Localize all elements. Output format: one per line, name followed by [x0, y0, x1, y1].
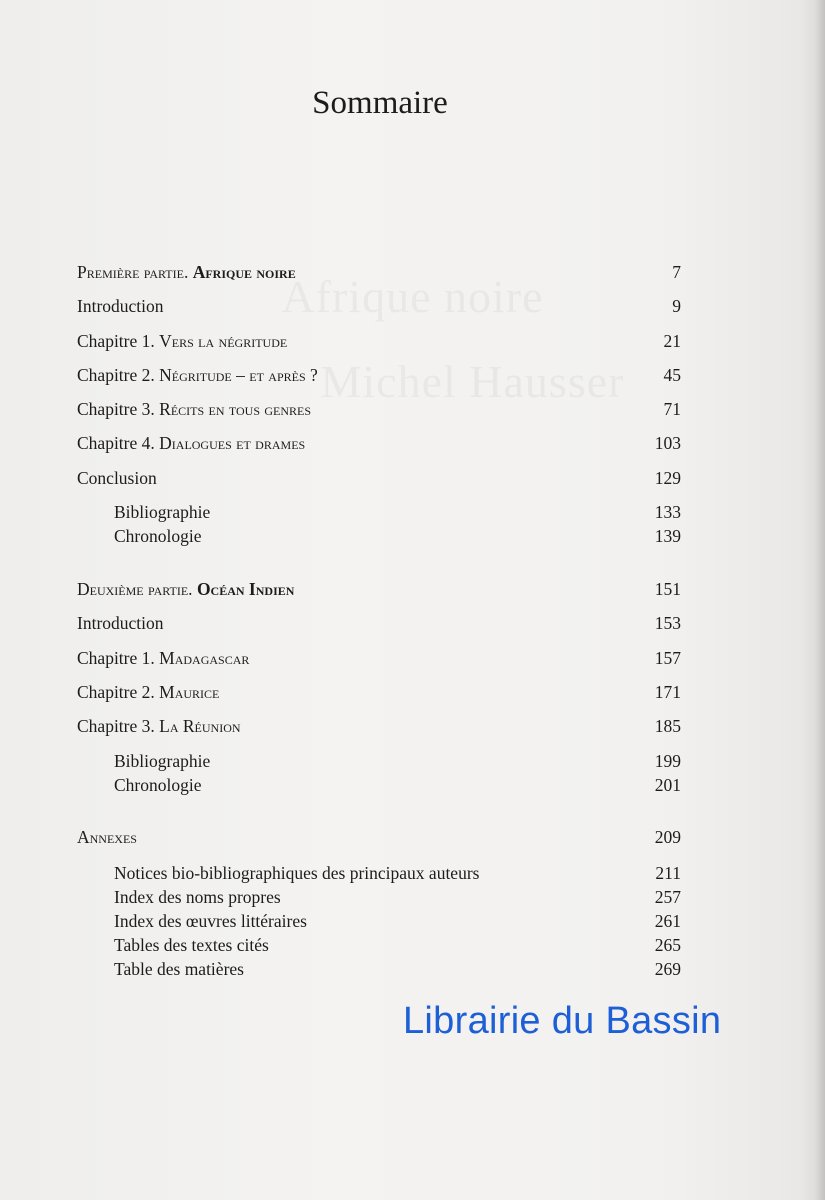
- part2-name: Océan Indien: [196, 579, 295, 600]
- sub-entry-label: Index des noms propres: [114, 886, 281, 907]
- annexes-heading: [77, 823, 681, 857]
- part2-prefix: Deuxième partie.: [77, 579, 193, 600]
- toc-entry: [77, 678, 681, 712]
- toc-entry: [77, 429, 681, 463]
- entry-prefix: Chapitre 2.: [77, 364, 155, 385]
- entry-prefix: Chapitre 2.: [77, 681, 155, 702]
- sub-entry-label: Chronologie: [114, 774, 202, 795]
- toc-sub-entry: [77, 749, 681, 773]
- toc-sub-entry: [77, 524, 681, 548]
- toc-entry: [77, 292, 681, 326]
- entry-prefix: Chapitre 4.: [77, 433, 155, 454]
- sub-entry-label: Tables des textes cités: [114, 934, 269, 955]
- entry-page: 157: [654, 647, 681, 668]
- entry-prefix: Chapitre 3.: [77, 399, 155, 420]
- toc-entry: [77, 361, 681, 395]
- sub-entry-label: Index des œuvres littéraires: [114, 910, 307, 931]
- page-edge-shadow: [815, 0, 825, 1200]
- entry-page: 71: [663, 399, 681, 420]
- entry-page: 9: [672, 296, 681, 317]
- bookseller-watermark: Librairie du Bassin: [403, 1000, 722, 1042]
- entry-prefix: Introduction: [77, 613, 164, 634]
- sub-entry-page: 265: [654, 934, 681, 955]
- entry-title: Maurice: [159, 681, 220, 702]
- sub-entry-page: 211: [655, 862, 681, 883]
- toc-entry: [77, 609, 681, 643]
- entry-page: 21: [663, 330, 681, 351]
- part1-heading: [77, 258, 681, 292]
- annexes-page: 209: [654, 826, 681, 847]
- toc-sub-entry: [77, 773, 681, 797]
- toc-sub-entry: [77, 909, 681, 933]
- entry-title: Dialogues et drames: [159, 433, 306, 454]
- entry-prefix: Chapitre 1.: [77, 647, 155, 668]
- sub-entry-page: 261: [654, 910, 681, 931]
- sub-entry-label: Table des matières: [114, 958, 244, 979]
- part1-prefix: Première partie.: [77, 262, 189, 282]
- sub-entry-label: Notices bio-bibliographiques des principaux auteurs: [114, 862, 480, 883]
- sub-entry-page: 139: [654, 526, 681, 547]
- toc-sub-entry: [77, 957, 681, 981]
- part1-page: 7: [672, 262, 681, 282]
- toc-entry: [77, 464, 681, 498]
- toc-sub-entry: [77, 885, 681, 909]
- sub-entry-label: Bibliographie: [114, 502, 211, 523]
- entry-prefix: Chapitre 3.: [77, 716, 155, 737]
- entry-title: La Réunion: [159, 716, 241, 737]
- entry-page: 153: [654, 613, 681, 634]
- toc-entry: [77, 395, 681, 429]
- sub-entry-page: 199: [654, 750, 681, 771]
- entry-title: Récits en tous genres: [159, 399, 312, 420]
- toc-entry: [77, 327, 681, 361]
- sub-entry-label: Bibliographie: [114, 750, 211, 771]
- toc-sub-entry: [77, 861, 681, 885]
- toc-entry: [77, 712, 681, 746]
- entry-prefix: Introduction: [77, 296, 164, 317]
- part2-page: 151: [654, 579, 681, 600]
- sub-entry-page: 133: [654, 502, 681, 523]
- sub-entry-label: Chronologie: [114, 526, 202, 547]
- page-title: Sommaire: [312, 85, 448, 121]
- entry-title: Vers la négritude: [159, 330, 288, 351]
- sub-entry-page: 201: [654, 774, 681, 795]
- sub-entry-page: 257: [654, 886, 681, 907]
- entry-page: 185: [654, 716, 681, 737]
- sub-entry-page: 269: [654, 958, 681, 979]
- entry-title: Madagascar: [159, 647, 250, 668]
- entry-page: 129: [654, 467, 681, 488]
- toc-entry: [77, 644, 681, 678]
- toc-sub-entry: [77, 500, 681, 524]
- table-of-contents: [77, 258, 681, 981]
- entry-prefix: Chapitre 1.: [77, 330, 155, 351]
- part2-heading: [77, 575, 681, 609]
- entry-title: Négritude – et après ?: [159, 364, 318, 385]
- toc-sub-entry: [77, 933, 681, 957]
- annexes-label: Annexes: [77, 826, 137, 847]
- part1-name: Afrique noire: [192, 262, 296, 282]
- entry-page: 45: [663, 364, 681, 385]
- entry-prefix: Conclusion: [77, 467, 157, 488]
- entry-page: 171: [654, 681, 681, 702]
- entry-page: 103: [654, 433, 681, 454]
